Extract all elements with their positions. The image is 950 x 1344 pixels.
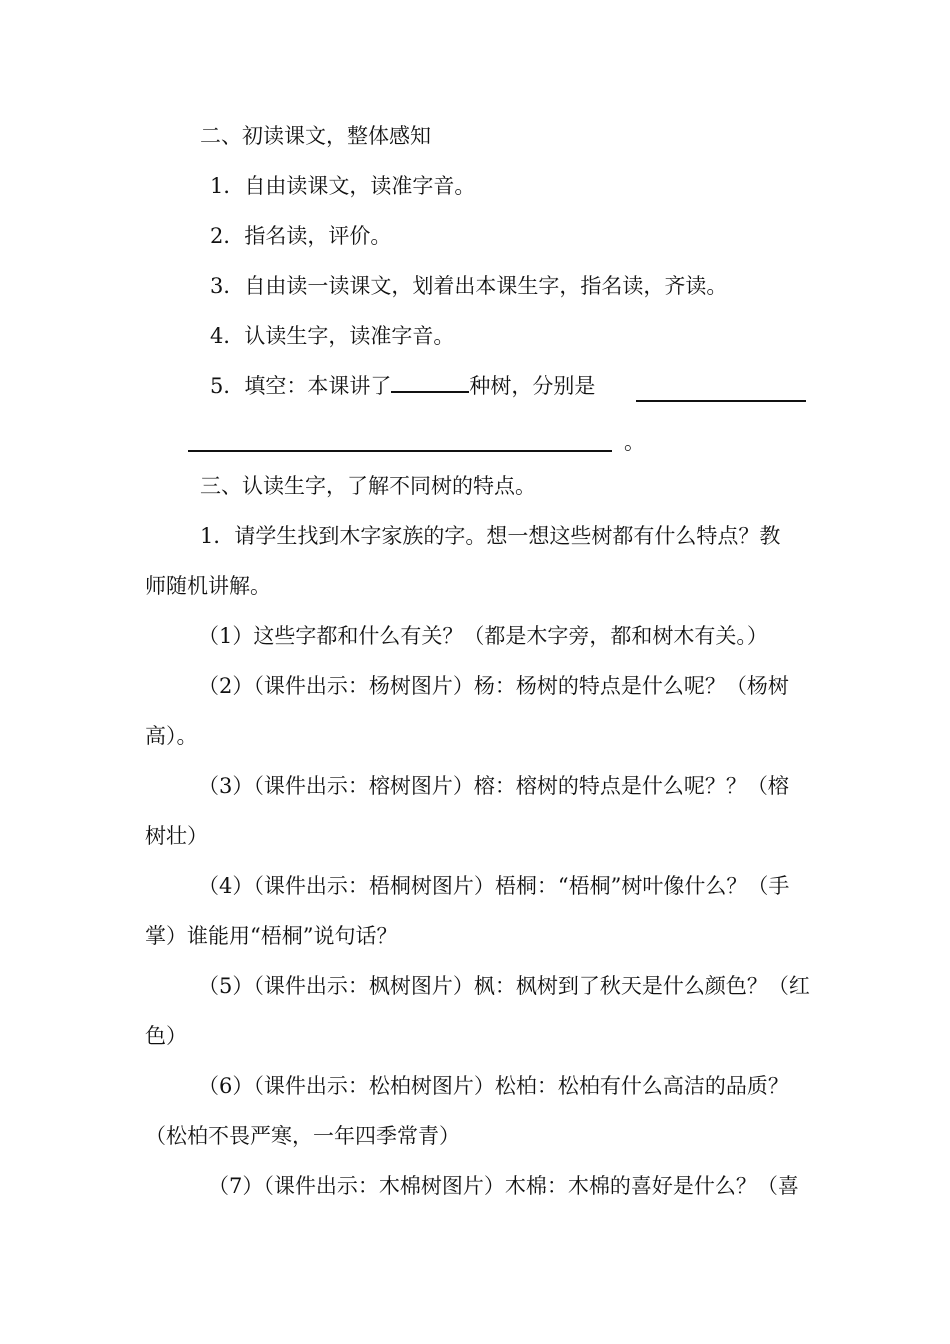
paragraph-line: 师随机讲解。 <box>145 574 271 598</box>
question-line: （2）（课件出示：杨树图片）杨：杨树的特点是什么呢？（杨树 <box>198 674 789 698</box>
question-line: （4）（课件出示：梧桐树图片）梧桐：“梧桐”树叶像什么？（手 <box>198 874 790 898</box>
fill-end: 。 <box>624 430 645 454</box>
section-heading-3: 三、认读生字，了解不同树的特点。 <box>200 474 536 498</box>
answer-blank <box>188 450 612 452</box>
question-line: （松柏不畏严寒，一年四季常青） <box>145 1124 460 1148</box>
question-line: 高）。 <box>145 724 198 748</box>
list-item: 3．自由读一读课文，划着出本课生字，指名读，齐读。 <box>210 274 728 298</box>
answer-blank <box>391 373 469 393</box>
question-line: 色） <box>145 1024 187 1048</box>
list-item: 1．自由读课文，读准字音。 <box>210 174 476 198</box>
question-line: 掌）谁能用“梧桐”说句话？ <box>145 924 398 948</box>
fill-prefix: 5．填空：本课讲了 <box>210 374 392 398</box>
question-line: 树壮） <box>145 824 208 848</box>
fill-in-question <box>210 372 595 400</box>
list-item: 2．指名读，评价。 <box>210 224 392 248</box>
section-heading-2: 二、初读课文，整体感知 <box>200 124 431 148</box>
fill-middle: 种树，分别是 <box>469 374 596 398</box>
paragraph-line: 1．请学生找到木字家族的字。想一想这些树都有什么特点？教 <box>200 524 781 548</box>
question-line: （6）（课件出示：松柏树图片）松柏：松柏有什么高洁的品质？ <box>198 1074 789 1098</box>
list-item: 4．认读生字，读准字音。 <box>210 324 455 348</box>
question-line: （5）（课件出示：枫树图片）枫：枫树到了秋天是什么颜色？（红 <box>198 974 810 998</box>
question-line: （7）（课件出示：木棉树图片）木棉：木棉的喜好是什么？（喜 <box>208 1174 799 1198</box>
question-line: （3）（课件出示：榕树图片）榕：榕树的特点是什么呢？？（榕 <box>198 774 789 798</box>
answer-blank <box>636 400 806 402</box>
question-line: （1）这些字都和什么有关？（都是木字旁，都和树木有关。） <box>198 624 768 648</box>
